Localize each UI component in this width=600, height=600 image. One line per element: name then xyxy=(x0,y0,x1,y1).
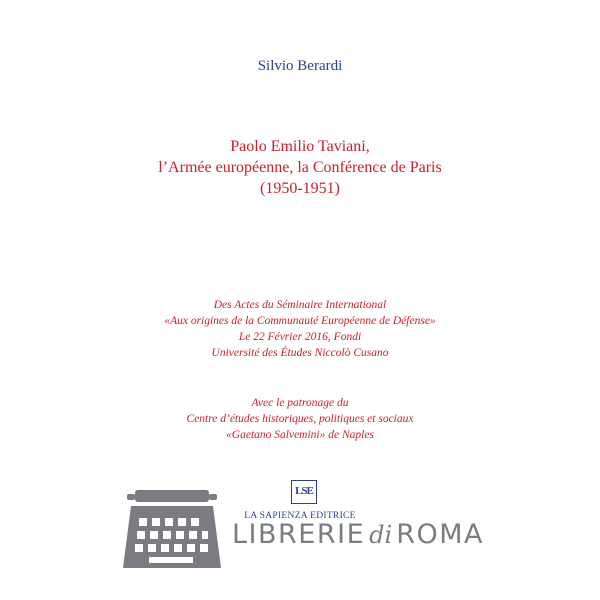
proceedings-line: Des Actes du Séminaire International xyxy=(213,299,387,311)
patronage-line: «Gaetano Salvemini» de Naples xyxy=(226,429,374,441)
title-line: l’Armée européenne, la Conférence de Paris xyxy=(158,159,442,176)
proceedings-line: «Aux origines de la Communauté Européenne de Défense» xyxy=(164,315,436,327)
proceedings-line: Université des Études Niccolò Cusano xyxy=(211,347,389,359)
title-line: Paolo Emilio Taviani, xyxy=(230,138,370,155)
title-line: (1950-1951) xyxy=(260,180,340,197)
watermark-word-roma: ROMA xyxy=(396,519,484,550)
publisher-logo: LSE xyxy=(291,480,317,504)
publisher-name: LA SAPIENZA EDITRICE xyxy=(244,511,356,521)
patronage-line: Avec le patronage du xyxy=(251,397,349,409)
patronage-line: Centre d’études historiques, politiques et sociaux xyxy=(186,413,414,425)
author-name: Silvio Berardi xyxy=(257,58,343,74)
watermark-word-librerie: LIBRERIE xyxy=(232,519,366,550)
patronage-block xyxy=(133,395,467,443)
proceedings-block xyxy=(133,297,467,361)
typewriter-icon xyxy=(117,488,227,574)
watermark-text xyxy=(232,519,484,550)
librerie-di-roma-watermark xyxy=(117,488,487,574)
watermark-word-di: di xyxy=(369,521,393,549)
book-title xyxy=(133,136,467,199)
proceedings-line: Le 22 Février 2016, Fondi xyxy=(238,331,362,343)
